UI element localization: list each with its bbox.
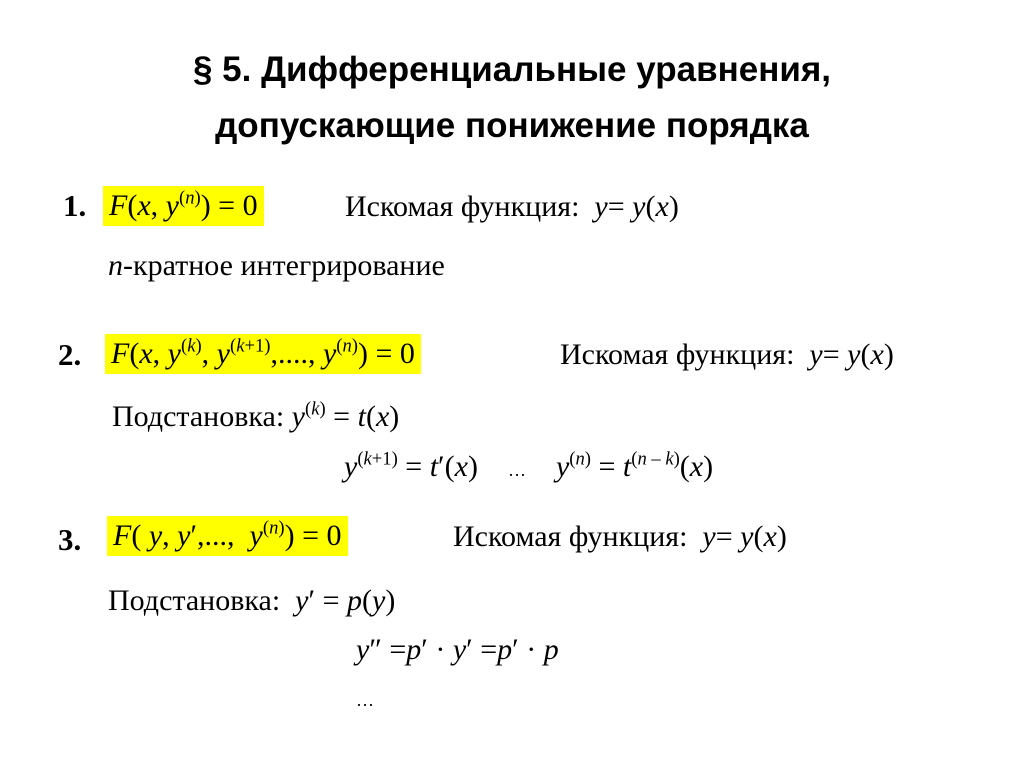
item-1-number: 1. — [63, 188, 87, 223]
item-2-substitution: Подстановка: $y^{(k)} = t(x)$ — [112, 398, 400, 433]
item-2-sought-function: Искомая функция: y= y(x) — [560, 338, 894, 371]
item-2-substitution-label: Подстановка: — [112, 400, 285, 433]
title-line-1: § 5. Дифференциальные уравнения, — [192, 50, 832, 89]
item-3-sought-function: Искомая функция: y= y(x) — [453, 520, 787, 553]
page-title — [0, 42, 1024, 154]
item-2-ellipsis: … — [507, 460, 526, 480]
item-3-equation: F( y, y′,..., $y^{(n)}) = 0$ — [107, 516, 348, 556]
item-2-derivatives: $y^{(k+1)} = t'(x)$ … $y^{(n)} = t^{(n - k)}(x)$ — [344, 448, 714, 483]
item-2-equation: F(x, $y^{(k)}$, $y^{(k+1)}$,...., $y^{(n)}) = 0$ — [105, 334, 421, 374]
item-3-substitution-label: Подстановка: — [108, 584, 281, 617]
item-1-equation: F(x, $y^{(n)}) = 0$ — [103, 186, 264, 226]
item-1-sought-function: Искомая функция: y= y(x) — [345, 190, 679, 223]
item-1-sought-label: Искомая функция: — [345, 190, 580, 223]
item-2-sought-label: Искомая функция: — [560, 338, 795, 371]
item-1-method: n-кратное интегрирование — [108, 249, 445, 282]
item-3-substitution: Подстановка: y′ = p(y) — [108, 584, 396, 617]
item-1-method-label: -кратное интегрирование — [123, 249, 445, 282]
title-line-2: допускающие понижение порядка — [215, 106, 809, 145]
item-3-sought-label: Искомая функция: — [453, 520, 688, 553]
item-3-second-derivative: y″ =p′ · y′ =p′ · p — [356, 633, 559, 666]
item-2-number: 2. — [58, 337, 82, 372]
item-3-ellipsis: … — [356, 690, 374, 710]
item-3-number: 3. — [58, 522, 82, 557]
